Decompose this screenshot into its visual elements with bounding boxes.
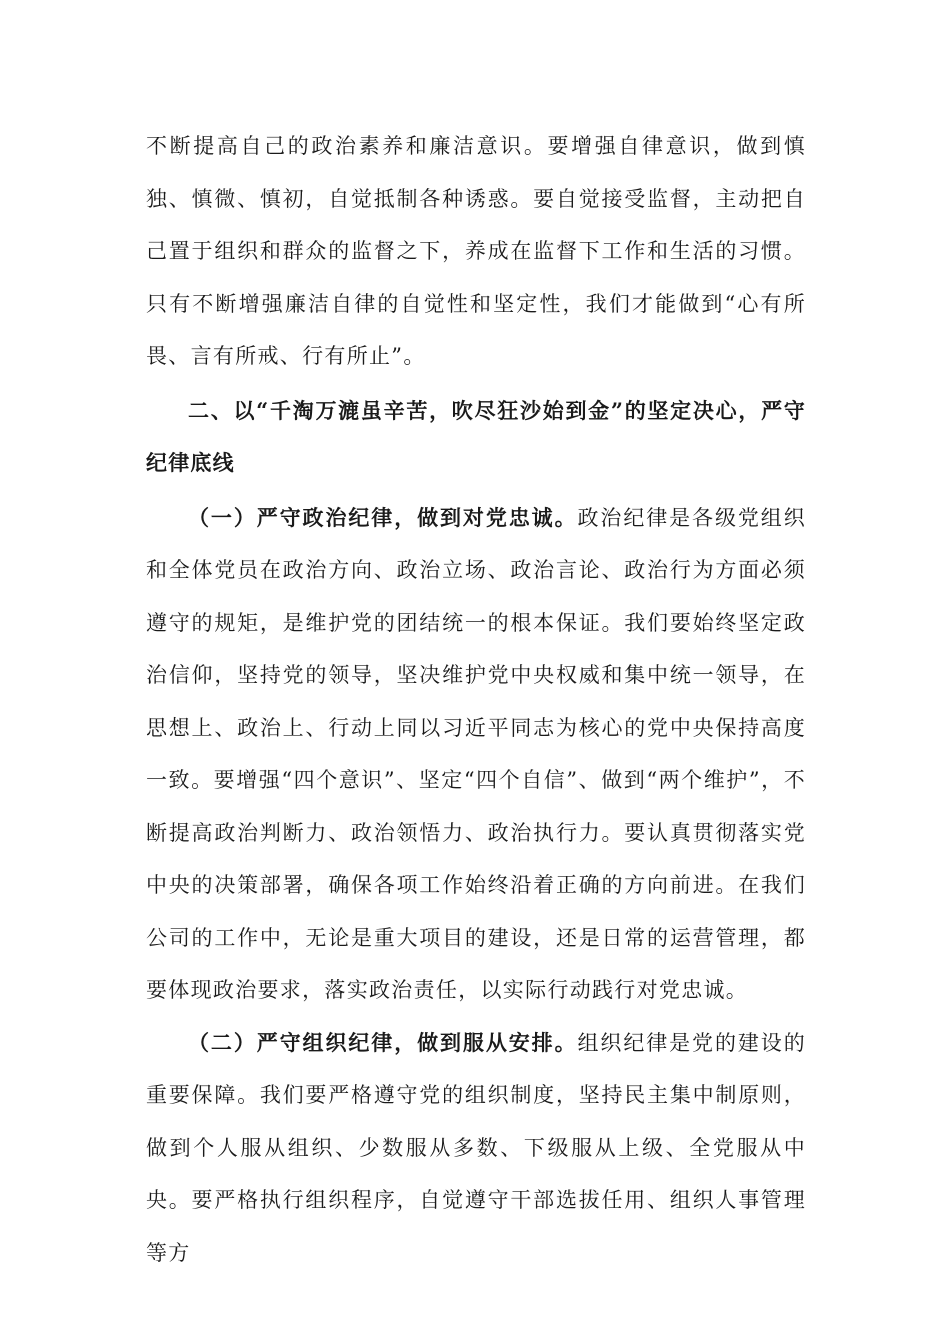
paragraph-lead: （二）严守组织纪律，做到服从安排。 <box>188 1029 578 1055</box>
document-body <box>146 120 806 1279</box>
paragraph-organizational-discipline <box>146 1017 806 1280</box>
paragraph-text: 不断提高自己的政治素养和廉洁意识。要增强自律意识，做到慎独、慎微、慎初，自觉抵制各种诱惑。要自觉接受监督，主动把自己置于组织和群众的监督之下，养成在监督下工作和生活的习惯。只有不断增强廉洁自律的自觉性和坚定性，我们才能做到“心有所畏、言有所戒、行有所止”。 <box>146 134 806 368</box>
section-heading <box>146 385 806 490</box>
section-heading-text: 二、以“千淘万漉虽辛苦，吹尽狂沙始到金”的坚定决心，严守纪律底线 <box>146 397 806 475</box>
paragraph-continuation <box>146 120 806 383</box>
paragraph-lead: （一）严守政治纪律，做到对党忠诚。 <box>188 504 578 530</box>
paragraph-text: 组织纪律是党的建设的重要保障。我们要严格遵守党的组织制度，坚持民主集中制原则，做到个人服从组织、少数服从多数、下级服从上级、全党服从中央。要严格执行组织程序，自觉遵守干部选拔任用、组织人事管理等方 <box>146 1030 806 1265</box>
paragraph-text: 政治纪律是各级党组织和全体党员在政治方向、政治立场、政治言论、政治行为方面必须遵守的规矩，是维护党的团结统一的根本保证。我们要始终坚定政治信仰，坚持党的领导，坚决维护党中央权威和集中统一领导，在思想上、政治上、行动上同以习近平同志为核心的党中央保持高度一致。要增强“四个意识”、坚定“四个自信”、做到“两个维护”，不断提高政治判断力、政治领悟力、政治执行力。要认真贯彻落实党中央的决策部署，确保各项工作始终沿着正确的方向前进。在我们公司的工作中，无论是重大项目的建设，还是日常的运营管理，都要体现政治要求，落实政治责任，以实际行动践行对党忠诚。 <box>146 505 806 1002</box>
paragraph-political-discipline <box>146 492 806 1017</box>
